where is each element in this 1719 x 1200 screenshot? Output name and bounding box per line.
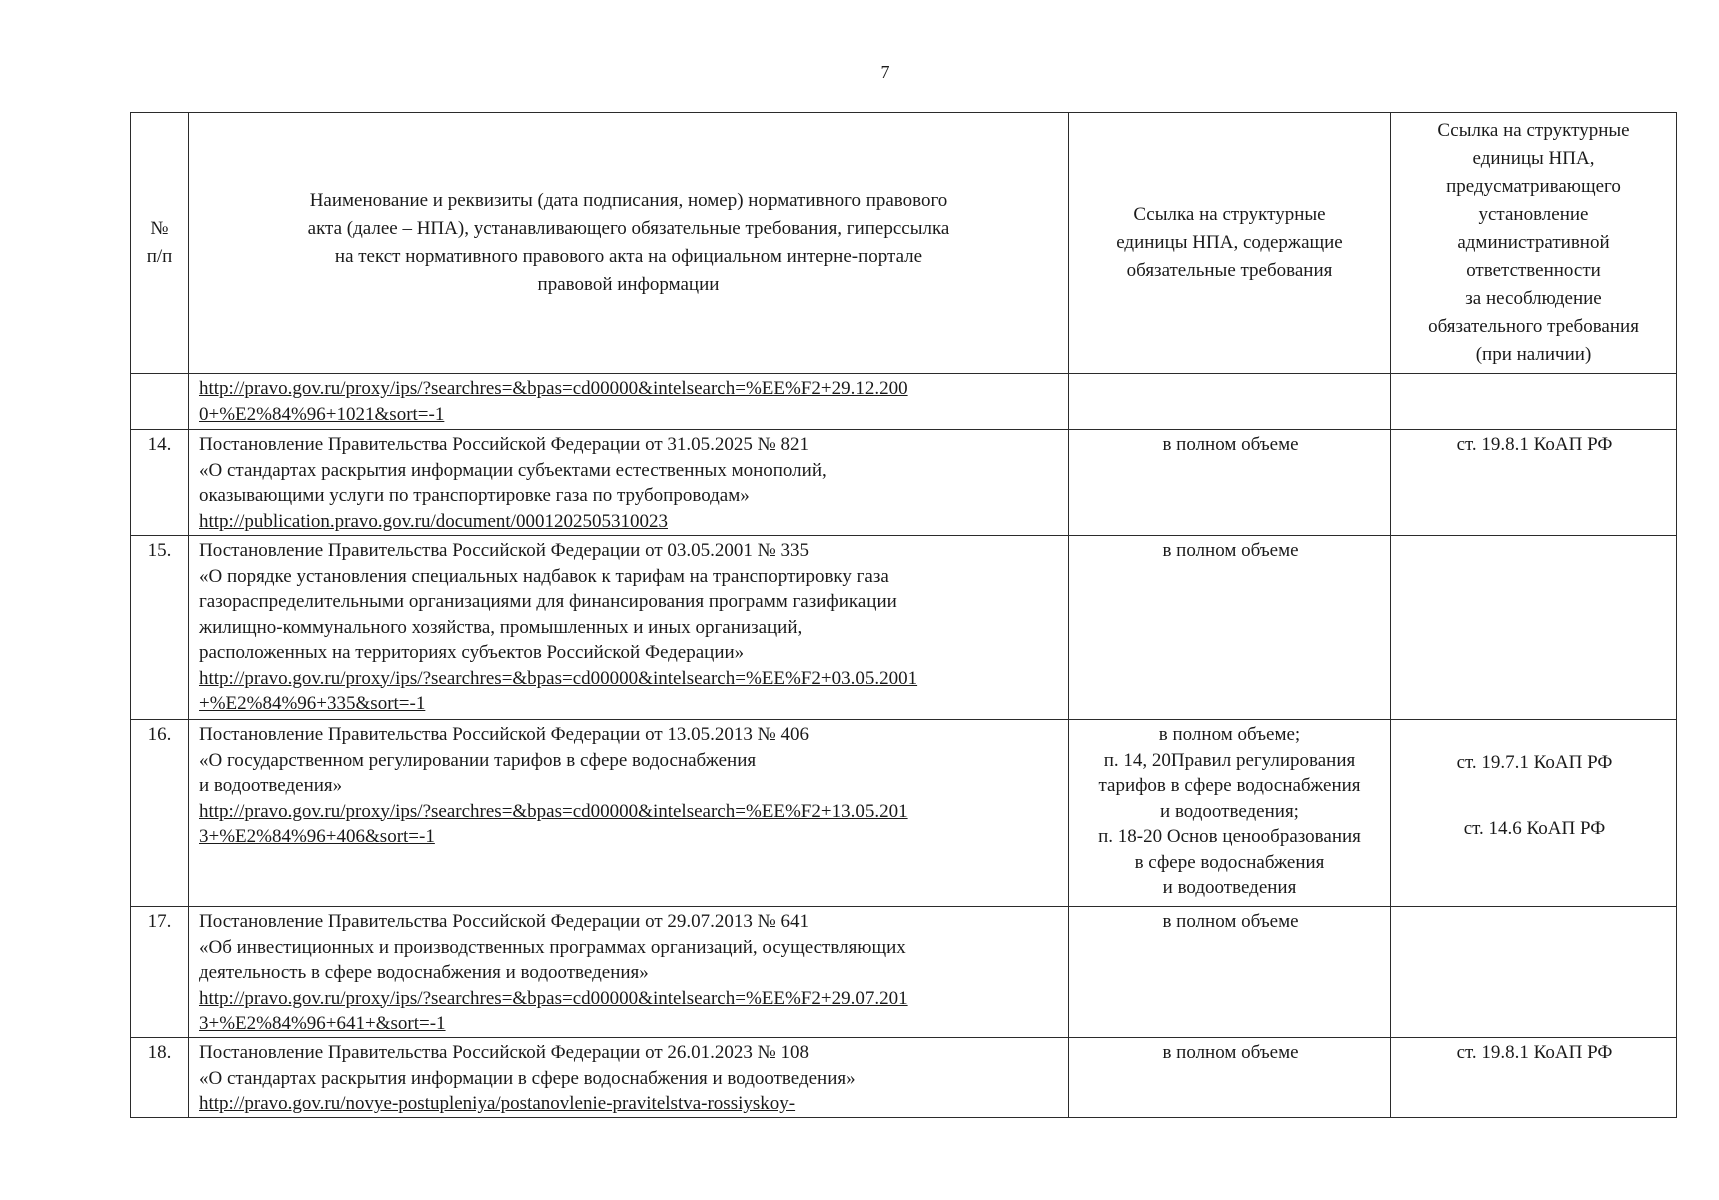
npa-link-line: http://pravo.gov.ru/novye-postupleniya/postanovlenie-pravitelstva-rossiyskoy- bbox=[199, 1093, 796, 1114]
extent-line: и водоотведения bbox=[1162, 877, 1297, 898]
header-resp-line: Ссылка на структурные bbox=[1437, 120, 1630, 141]
header-resp-line: установление bbox=[1478, 204, 1589, 225]
header-resp-line: предусматривающего bbox=[1446, 176, 1621, 197]
npa-table bbox=[130, 112, 1677, 1118]
npa-title-line: Постановление Правительства Российской Федерации от 26.01.2023 № 108 bbox=[199, 1042, 810, 1063]
extent-line: и водоотведения; bbox=[1160, 800, 1299, 822]
header-name-line: правовой информации bbox=[537, 274, 720, 295]
row-responsibility bbox=[1391, 720, 1677, 907]
npa-title-line: «О стандартах раскрытия информации в сфере водоснабжения и водоотведения» bbox=[199, 1067, 856, 1089]
header-resp-line: (при наличии) bbox=[1475, 344, 1592, 365]
extent-line: в полном объеме bbox=[1162, 434, 1299, 455]
row-extent bbox=[1069, 720, 1391, 907]
row-num: 18. bbox=[131, 1038, 189, 1118]
page-number: 7 bbox=[880, 62, 890, 82]
row-name bbox=[189, 1038, 1069, 1118]
header-num-line: п/п bbox=[146, 246, 173, 267]
extent-line: в полном объеме bbox=[1162, 540, 1299, 561]
table-row bbox=[131, 374, 1677, 430]
responsibility-line: ст. 19.7.1 КоАП РФ bbox=[1456, 752, 1613, 773]
npa-link-line: http://pravo.gov.ru/proxy/ips/?searchres=&bpas=cd00000&intelsearch=%EE%F2+03.05.2001 bbox=[199, 667, 918, 689]
row-extent bbox=[1069, 430, 1391, 536]
table-row bbox=[131, 430, 1677, 536]
header-resp-line: единицы НПА, bbox=[1472, 148, 1595, 169]
extent-line: в полном объеме; bbox=[1158, 724, 1301, 745]
npa-title-line: Постановление Правительства Российской Федерации от 29.07.2013 № 641 bbox=[199, 911, 810, 932]
npa-title-line: «О стандартах раскрытия информации субъектами естественных монополий, bbox=[199, 459, 827, 481]
npa-link[interactable] bbox=[199, 1091, 1060, 1117]
npa-title-line: и водоотведения» bbox=[199, 775, 343, 796]
npa-link-line: +%E2%84%96+335&sort=-1 bbox=[199, 693, 426, 714]
row-responsibility bbox=[1391, 430, 1677, 536]
row-responsibility bbox=[1391, 374, 1677, 430]
header-row bbox=[131, 113, 1677, 374]
row-extent bbox=[1069, 536, 1391, 720]
npa-title-line: Постановление Правительства Российской Федерации от 03.05.2001 № 335 bbox=[199, 540, 810, 561]
header-name-line: акта (далее – НПА), устанавливающего обязательные требования, гиперссылка bbox=[307, 218, 950, 239]
npa-link-line: 3+%E2%84%96+641+&sort=-1 bbox=[199, 1013, 446, 1034]
npa-title-line: «Об инвестиционных и производственных программах организаций, осуществляющих bbox=[199, 936, 906, 958]
npa-link-line: http://pravo.gov.ru/proxy/ips/?searchres=&bpas=cd00000&intelsearch=%EE%F2+29.07.201 bbox=[199, 987, 908, 1009]
npa-link[interactable] bbox=[199, 986, 1060, 1037]
npa-link[interactable] bbox=[199, 509, 1060, 535]
row-responsibility bbox=[1391, 536, 1677, 720]
table-row bbox=[131, 907, 1677, 1038]
row-responsibility bbox=[1391, 1038, 1677, 1118]
row-num: 15. bbox=[131, 536, 189, 720]
npa-title-line: «О порядке установления специальных надбавок к тарифам на транспортировку газа bbox=[199, 565, 889, 587]
npa-title-line: Постановление Правительства Российской Федерации от 13.05.2013 № 406 bbox=[199, 724, 810, 745]
npa-link-line: 3+%E2%84%96+406&sort=-1 bbox=[199, 826, 435, 847]
npa-title-line: расположенных на территориях субъектов Российской Федерации» bbox=[199, 642, 745, 663]
row-num: 17. bbox=[131, 907, 189, 1038]
npa-title-line: «О государственном регулировании тарифов в сфере водоснабжения bbox=[199, 749, 757, 771]
responsibility-line: ст. 14.6 КоАП РФ bbox=[1463, 817, 1606, 839]
npa-title-line: жилищно-коммунального хозяйства, промышленных и иных организаций, bbox=[199, 616, 803, 638]
header-resp-line: за несоблюдение bbox=[1465, 288, 1602, 309]
row-extent bbox=[1069, 907, 1391, 1038]
npa-link-line: http://pravo.gov.ru/proxy/ips/?searchres=&bpas=cd00000&intelsearch=%EE%F2+13.05.201 bbox=[199, 800, 908, 822]
row-name bbox=[189, 430, 1069, 536]
extent-line: в полном объеме bbox=[1162, 911, 1299, 932]
npa-link[interactable] bbox=[199, 666, 1060, 717]
extent-line: п. 18-20 Основ ценообразования bbox=[1098, 826, 1361, 847]
header-name-line: Наименование и реквизиты (дата подписания, номер) нормативного правового bbox=[309, 190, 948, 211]
row-num bbox=[131, 374, 189, 430]
header-extent-line: Ссылка на структурные bbox=[1133, 204, 1326, 225]
responsibility-line: ст. 19.8.1 КоАП РФ bbox=[1456, 1042, 1613, 1063]
npa-link-line: http://pravo.gov.ru/proxy/ips/?searchres=&bpas=cd00000&intelsearch=%EE%F2+29.12.200 bbox=[199, 378, 908, 399]
extent-line: тарифов в сфере водоснабжения bbox=[1098, 775, 1361, 796]
row-name bbox=[189, 374, 1069, 430]
row-num: 16. bbox=[131, 720, 189, 907]
npa-link[interactable] bbox=[199, 799, 1060, 850]
header-num-line: № bbox=[150, 218, 169, 239]
row-num: 14. bbox=[131, 430, 189, 536]
npa-title-line: газораспределительными организациями для финансирования программ газификации bbox=[199, 591, 897, 612]
extent-line: п. 14, 20Правил регулирования bbox=[1103, 749, 1356, 771]
extent-line: в сфере водоснабжения bbox=[1134, 851, 1325, 873]
responsibility-line: ст. 19.8.1 КоАП РФ bbox=[1456, 434, 1613, 455]
table-row bbox=[131, 720, 1677, 907]
npa-title-line: Постановление Правительства Российской Федерации от 31.05.2025 № 821 bbox=[199, 434, 810, 455]
table-row bbox=[131, 1038, 1677, 1118]
npa-link[interactable] bbox=[199, 376, 1060, 427]
header-name bbox=[189, 113, 1069, 374]
npa-link-line: http://publication.pravo.gov.ru/document/0001202505310023 bbox=[199, 510, 668, 532]
row-name bbox=[189, 720, 1069, 907]
row-name bbox=[189, 907, 1069, 1038]
table-row bbox=[131, 536, 1677, 720]
npa-title-line: деятельность в сфере водоснабжения и водоотведения» bbox=[199, 962, 649, 983]
npa-link-line: 0+%E2%84%96+1021&sort=-1 bbox=[199, 403, 445, 425]
header-extent-line: обязательные требования bbox=[1126, 260, 1333, 281]
responsibility-spacer bbox=[1401, 776, 1668, 816]
row-responsibility bbox=[1391, 907, 1677, 1038]
header-resp-line: административной bbox=[1457, 232, 1610, 253]
extent-line: в полном объеме bbox=[1162, 1042, 1299, 1063]
header-num bbox=[131, 113, 189, 374]
npa-title-line: оказывающими услуги по транспортировке газа по трубопроводам» bbox=[199, 485, 750, 506]
header-resp-line: ответственности bbox=[1466, 260, 1601, 281]
header-name-line: на текст нормативного правового акта на официальном интерне-портале bbox=[334, 246, 923, 267]
header-extent-line: единицы НПА, содержащие bbox=[1116, 232, 1343, 253]
header-responsibility bbox=[1391, 113, 1677, 374]
row-extent bbox=[1069, 374, 1391, 430]
row-name bbox=[189, 536, 1069, 720]
header-resp-line: обязательного требования bbox=[1428, 316, 1639, 337]
header-extent bbox=[1069, 113, 1391, 374]
row-extent bbox=[1069, 1038, 1391, 1118]
